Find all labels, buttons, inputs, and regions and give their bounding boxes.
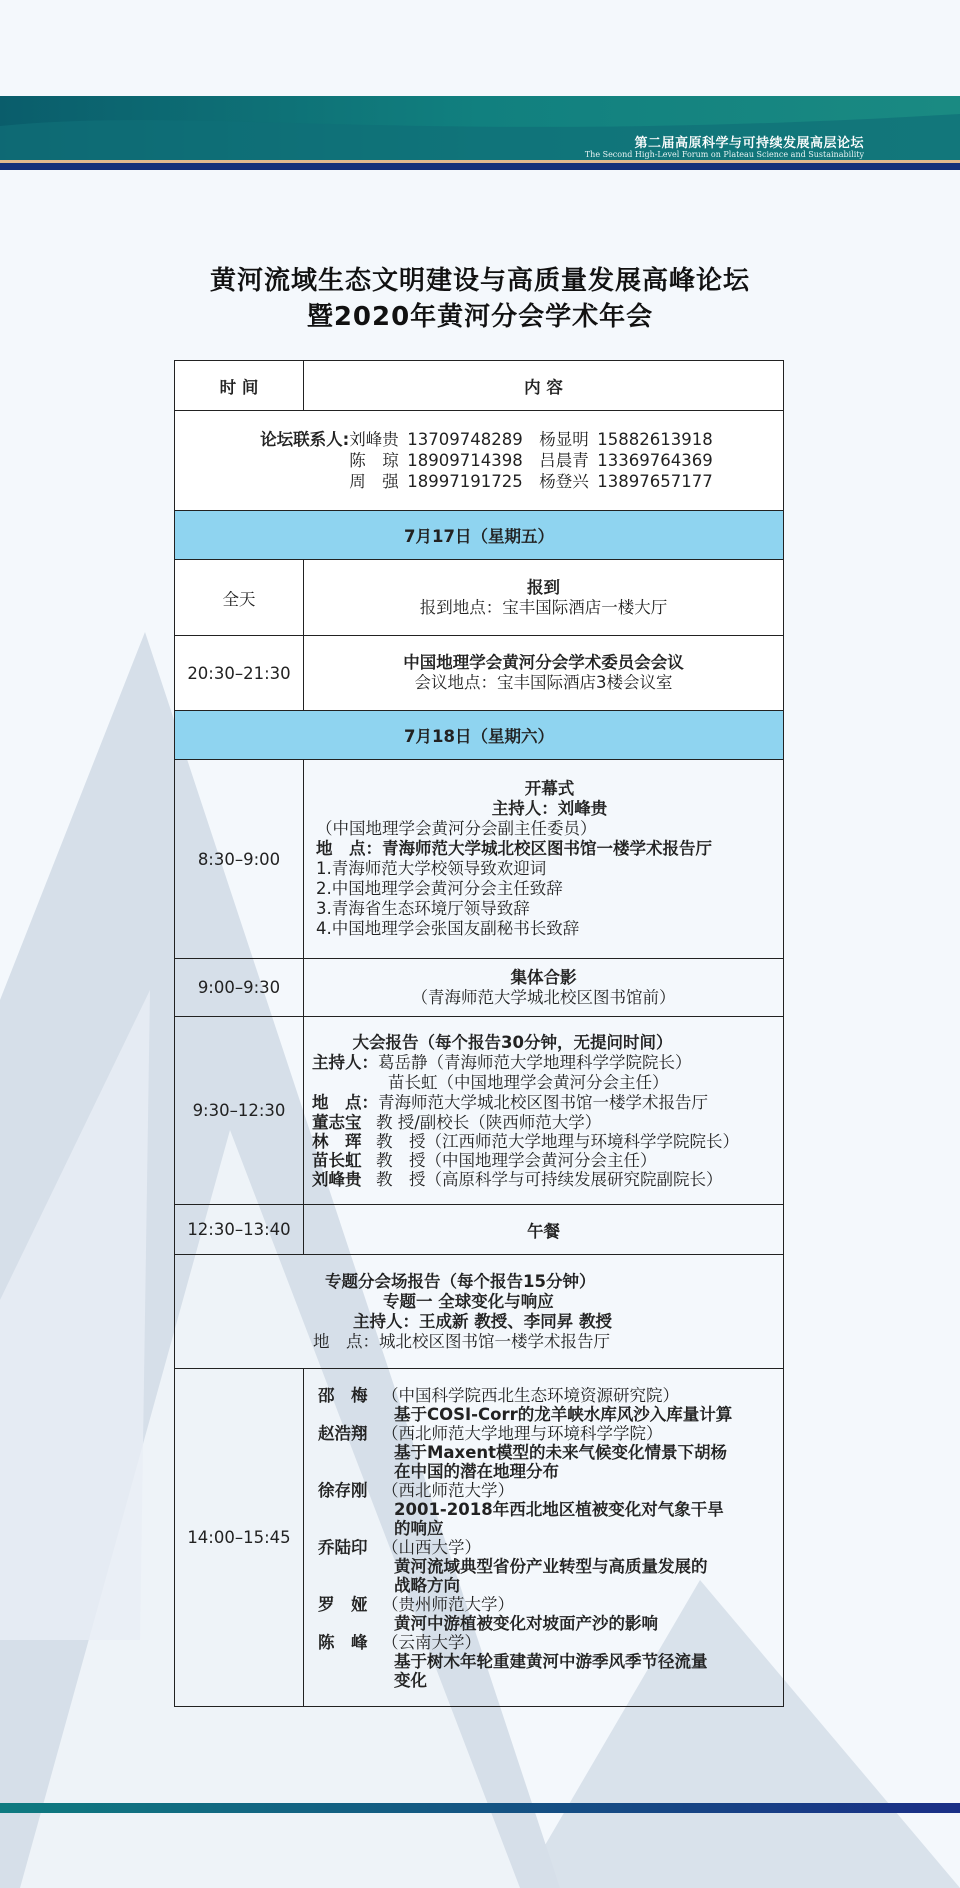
agenda-item: 3.青海省生态环境厅领导致辞 xyxy=(316,899,530,918)
contact-name: 周 强 xyxy=(349,472,399,491)
speaker-info: 教 授（江西师范大学地理与环境科学学院院长） xyxy=(376,1131,739,1151)
event-title: 集体合影 xyxy=(510,967,577,987)
schedule-row xyxy=(175,1017,784,1205)
speaker-name: 赵浩翔 xyxy=(318,1423,368,1443)
forum-title-cn: 第二届高原科学与可持续发展高层论坛 xyxy=(634,136,864,151)
speaker-info: 教 授（高原科学与可持续发展研究院副院长） xyxy=(376,1169,723,1189)
event-host: 主持人：刘峰贵 xyxy=(491,799,608,818)
schedule-row xyxy=(175,636,784,711)
day-row-1 xyxy=(175,511,784,560)
content-cell xyxy=(304,636,784,711)
event-detail: 会议地点：宝丰国际酒店3楼会议室 xyxy=(414,673,673,692)
day-label: 7月18日（星期六） xyxy=(175,711,784,760)
agenda-item: 4.中国地理学会张国友副秘书长致辞 xyxy=(316,919,580,938)
talk-item xyxy=(318,1595,783,1633)
session-header-cell xyxy=(175,1255,784,1369)
speaker-name: 林 珲 xyxy=(312,1131,362,1151)
time-cell: 8:30–9:00 xyxy=(175,760,304,959)
schedule-row xyxy=(175,959,784,1017)
time-cell: 14:00–15:45 xyxy=(175,1369,304,1707)
host-name: 苗长虹（中国地理学会黄河分会主任） xyxy=(388,1072,669,1092)
contact-name: 吕晨青 xyxy=(539,451,589,470)
content-cell xyxy=(304,760,784,959)
talk-topic: 在中国的潜在地理分布 xyxy=(394,1461,559,1481)
speaker-name: 刘峰贵 xyxy=(312,1169,362,1189)
day-row-2 xyxy=(175,711,784,760)
talk-item xyxy=(318,1386,783,1424)
speaker-row xyxy=(312,1113,783,1132)
time-cell: 全天 xyxy=(175,560,304,636)
event-detail: （青海师范大学城北校区图书馆前） xyxy=(411,987,676,1007)
event-title: 报到 xyxy=(527,577,560,597)
speaker-name: 徐存刚 xyxy=(318,1480,368,1500)
speaker-info: 教 授（中国地理学会黄河分会主任） xyxy=(376,1150,657,1170)
talk-topic: 基于Maxent模型的未来气候变化情景下胡杨 xyxy=(394,1442,728,1462)
contact-phone: 15882613918 xyxy=(597,430,713,449)
page-title-line2: 暨2020年黄河分会学术年会 xyxy=(306,302,654,332)
forum-title-en: The Second High-Level Forum on Plateau Science and Sustainability xyxy=(584,150,864,159)
speaker-name: 董志宝 xyxy=(312,1112,362,1132)
header-time: 时 间 xyxy=(175,361,304,411)
contact-name: 杨登兴 xyxy=(539,472,589,491)
contacts-row xyxy=(175,411,784,511)
session-header-row xyxy=(175,1255,784,1369)
host-name: 葛岳静（青海师范大学地理科学学院院长） xyxy=(378,1052,692,1072)
talk-topic: 基于COSI-Corr的龙羊峡水库风沙入库量计算 xyxy=(394,1404,733,1424)
session-host: 主持人：王成新 教授、李同昇 教授 xyxy=(353,1311,612,1331)
agenda-item: 2.中国地理学会黄河分会主任致辞 xyxy=(316,879,563,898)
session-topic: 专题一 全球变化与响应 xyxy=(383,1291,554,1311)
event-title: 大会报告（每个报告30分钟，无提问时间） xyxy=(352,1032,673,1052)
contact-phone: 13897657177 xyxy=(597,472,713,491)
contact-phone: 13709748289 xyxy=(407,430,523,449)
speaker-row xyxy=(312,1151,783,1170)
schedule-table xyxy=(174,360,784,1707)
footer-band xyxy=(0,1803,960,1813)
time-cell: 20:30–21:30 xyxy=(175,636,304,711)
speaker-row xyxy=(312,1170,783,1189)
talk-topic: 战略方向 xyxy=(394,1575,460,1595)
contacts-cell xyxy=(175,411,784,511)
talk-topic: 基于树木年轮重建黄河中游季风季节径流量 xyxy=(394,1651,708,1671)
host-label: 主持人： xyxy=(312,1052,378,1072)
event-title: 午餐 xyxy=(304,1205,784,1255)
talk-item xyxy=(318,1538,783,1595)
contact-name: 刘峰贵 xyxy=(349,430,399,449)
contact-phone: 13369764369 xyxy=(597,451,713,470)
schedule-row xyxy=(175,1369,784,1707)
header-content: 内 容 xyxy=(304,361,784,411)
speaker-info: 教 授/副校长（陕西师范大学） xyxy=(376,1112,602,1132)
speaker-org: （贵州师范大学） xyxy=(382,1594,514,1614)
speaker-name: 邵 梅 xyxy=(318,1385,368,1405)
time-cell: 12:30–13:40 xyxy=(175,1205,304,1255)
page-title-line1: 黄河流域生态文明建设与高质量发展高峰论坛 xyxy=(209,266,750,296)
talk-topic: 变化 xyxy=(394,1670,427,1690)
speaker-org: （西北师范大学地理与环境科学学院） xyxy=(382,1423,663,1443)
table-header-row xyxy=(175,361,784,411)
talk-item xyxy=(318,1633,783,1690)
talk-topic: 黄河中游植被变化对坡面产沙的影响 xyxy=(394,1613,658,1633)
speaker-name: 罗 娅 xyxy=(318,1594,368,1614)
day-label: 7月17日（星期五） xyxy=(175,511,784,560)
time-cell: 9:00–9:30 xyxy=(175,959,304,1017)
talk-topic: 2001-2018年西北地区植被变化对气象干旱 xyxy=(394,1499,724,1519)
contact-phone: 18909714398 xyxy=(407,451,523,470)
speaker-org: （西北师范大学） xyxy=(382,1480,514,1500)
speaker-row xyxy=(312,1132,783,1151)
time-cell: 9:30–12:30 xyxy=(175,1017,304,1205)
place-label: 地 点： xyxy=(312,1092,378,1112)
contacts-label: 论坛联系人: xyxy=(260,430,350,449)
event-detail: 报到地点：宝丰国际酒店一楼大厅 xyxy=(419,597,668,617)
speaker-org: （山西大学） xyxy=(382,1537,481,1557)
contact-name: 杨显明 xyxy=(539,430,589,449)
event-title: 开幕式 xyxy=(524,779,575,798)
talk-topic: 的响应 xyxy=(394,1518,444,1538)
content-cell xyxy=(304,560,784,636)
content-cell xyxy=(304,1017,784,1205)
contact-phone: 18997191725 xyxy=(407,472,523,491)
talk-item xyxy=(318,1481,783,1538)
session-place: 地 点：城北校区图书馆一楼学术报告厅 xyxy=(313,1331,610,1351)
speaker-name: 苗长虹 xyxy=(312,1150,362,1170)
session-title: 专题分会场报告（每个报告15分钟） xyxy=(325,1271,596,1291)
event-place: 青海师范大学城北校区图书馆一楼学术报告厅 xyxy=(378,1092,708,1112)
schedule-row xyxy=(175,760,784,959)
talk-topic: 黄河流域典型省份产业转型与高质量发展的 xyxy=(394,1556,708,1576)
content-cell xyxy=(304,959,784,1017)
speaker-org: （云南大学） xyxy=(382,1632,481,1652)
contacts-block xyxy=(245,429,712,492)
event-place: 地 点：青海师范大学城北校区图书馆一楼学术报告厅 xyxy=(316,839,712,858)
speaker-name: 陈 峰 xyxy=(318,1632,368,1652)
agenda-item: 1.青海师范大学校领导致欢迎词 xyxy=(316,859,547,878)
contact-name: 陈 琼 xyxy=(349,451,399,470)
schedule-row xyxy=(175,560,784,636)
event-host-role: （中国地理学会黄河分会副主任委员） xyxy=(316,819,597,838)
content-cell xyxy=(304,1369,784,1707)
event-title: 中国地理学会黄河分会学术委员会会议 xyxy=(403,653,684,672)
speaker-org: （中国科学院西北生态环境资源研究院） xyxy=(382,1385,679,1405)
talk-item xyxy=(318,1424,783,1481)
speaker-name: 乔陆印 xyxy=(318,1537,368,1557)
schedule-row xyxy=(175,1205,784,1255)
